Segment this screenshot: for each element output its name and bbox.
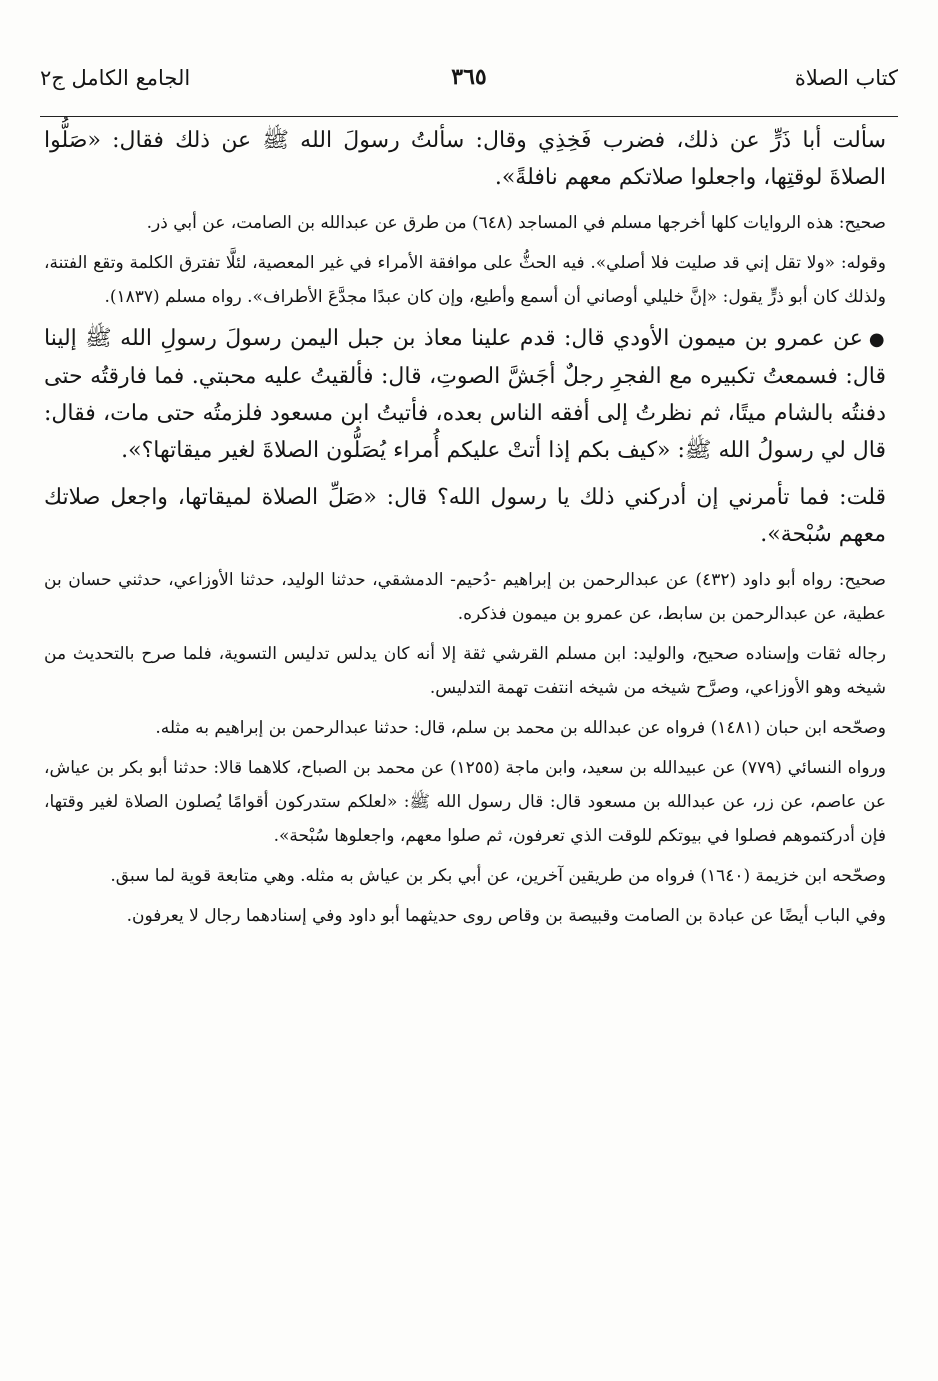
commentary-note: رجاله ثقات وإسناده صحيح، والوليد: ابن مسلم القرشي ثقة إلا أنه كان يدلس تدليس التسوية، فلما صرح بالتحديث من شيخه وهو الأوزاعي، وصرَّح شيخه من شيخه انتفت تهمة التدليس.: [44, 644, 886, 698]
book-title: كتاب الصلاة: [794, 66, 898, 90]
page-number: ٣٦٥: [451, 64, 487, 90]
hadith-text: سألت أبا ذَرٍّ عن ذلك، فضرب فَخِذِي وقال: سألتُ رسولَ الله ﷺ عن ذلك فقال: «صَلُّوا الصلاةَ لوقتِها، واجعلوا صلاتكم معهم نافلةً».: [44, 128, 887, 190]
commentary-note: ورواه النسائي (٧٧٩) عن عبيدالله بن سعيد، وابن ماجة (١٢٥٥) عن محمد بن الصباح، كلاهما قالا: حدثنا أبو بكر بن عياش، عن عاصم، عن زر، عن عبدالله بن مسعود قال: قال رسول الله ﷺ: «لعلكم ستدركون أقوامًا يُصلون الصلاة لغير وقتها، فإن أدركتموهم فصلوا في بيوتكم للوقت الذي تعرفون، ثم صلوا معهم، واجعلوها سُبْحة».: [44, 758, 886, 846]
series-title: الجامع الكامل ج٢: [40, 66, 191, 90]
header-divider: [40, 116, 898, 117]
hadith-text: قلت: فما تأمرني إن أدركني ذلك يا رسول الله؟ قال: «صَلِّ الصلاة لميقاتها، واجعل صلاتك معهم سُبْحة».: [44, 485, 886, 547]
page-body: [44, 122, 886, 939]
commentary-note: وفي الباب أيضًا عن عبادة بن الصامت وقبيصة بن وقاص روى حديثهما أبو داود وفي إسنادهما رجال لا يعرفون.: [126, 906, 886, 926]
hadith-text: ●عن عمرو بن ميمون الأودي قال: قدم علينا معاذ بن جبل اليمن رسولَ رسولِ الله ﷺ إلينا قال: فسمعتُ تكبيره مع الفجرِ رجلٌ أجَشَّ الصوتِ، قال: فألقيتُ عليه محبتي. فما فارقتُه حتى دفنتُه بالشام ميتًا، ثم نظرتُ إلى أفقه الناس بعده، فأتيتُ ابن مسعود فلزمتُه حتى مات، فقال: قال لي رسولُ الله ﷺ: «كيف بكم إذا أتتْ عليكم أُمراء يُصَلُّون الصلاةَ لغير ميقاتها؟».: [44, 326, 886, 463]
commentary-note: وصحّحه ابن خزيمة (١٦٤٠) فرواه من طريقين آخرين، عن أبي بكر بن عياش به مثله. وهي متابعة قوية لما سبق.: [110, 866, 886, 886]
commentary-note: وصحّحه ابن حبان (١٤٨١) فرواه عن عبدالله بن محمد بن سلم، قال: حدثنا عبدالرحمن بن إبراهيم به مثله.: [155, 718, 886, 738]
bullet-icon: ●: [868, 329, 886, 350]
commentary-note: وقوله: «ولا تقل إني قد صليت فلا أصلي». فيه الحثُّ على موافقة الأمراء في غير المعصية، لئلَّا تفترق الكلمة وتقع الفتنة، ولذلك كان أبو ذرٍّ يقول: «إنَّ خليلي أوصاني أن أسمع وأطيع، وإن كان عبدًا مجدَّعَ الأطراف». رواه مسلم (١٨٣٧).: [44, 253, 886, 307]
commentary-note: صحيح: هذه الروايات كلها أخرجها مسلم في المساجد (٦٤٨) من طرق عن عبدالله بن الصامت، عن أبي ذر.: [146, 213, 886, 233]
commentary-note: صحيح: رواه أبو داود (٤٣٢) عن عبدالرحمن بن إبراهيم -دُحيم- الدمشقي، حدثنا الوليد، حدثنا الأوزاعي، حدثني حسان بن عطية، عن عبدالرحمن بن سابط، عن عمرو بن ميمون فذكره.: [44, 570, 886, 624]
page-header: [40, 60, 898, 108]
